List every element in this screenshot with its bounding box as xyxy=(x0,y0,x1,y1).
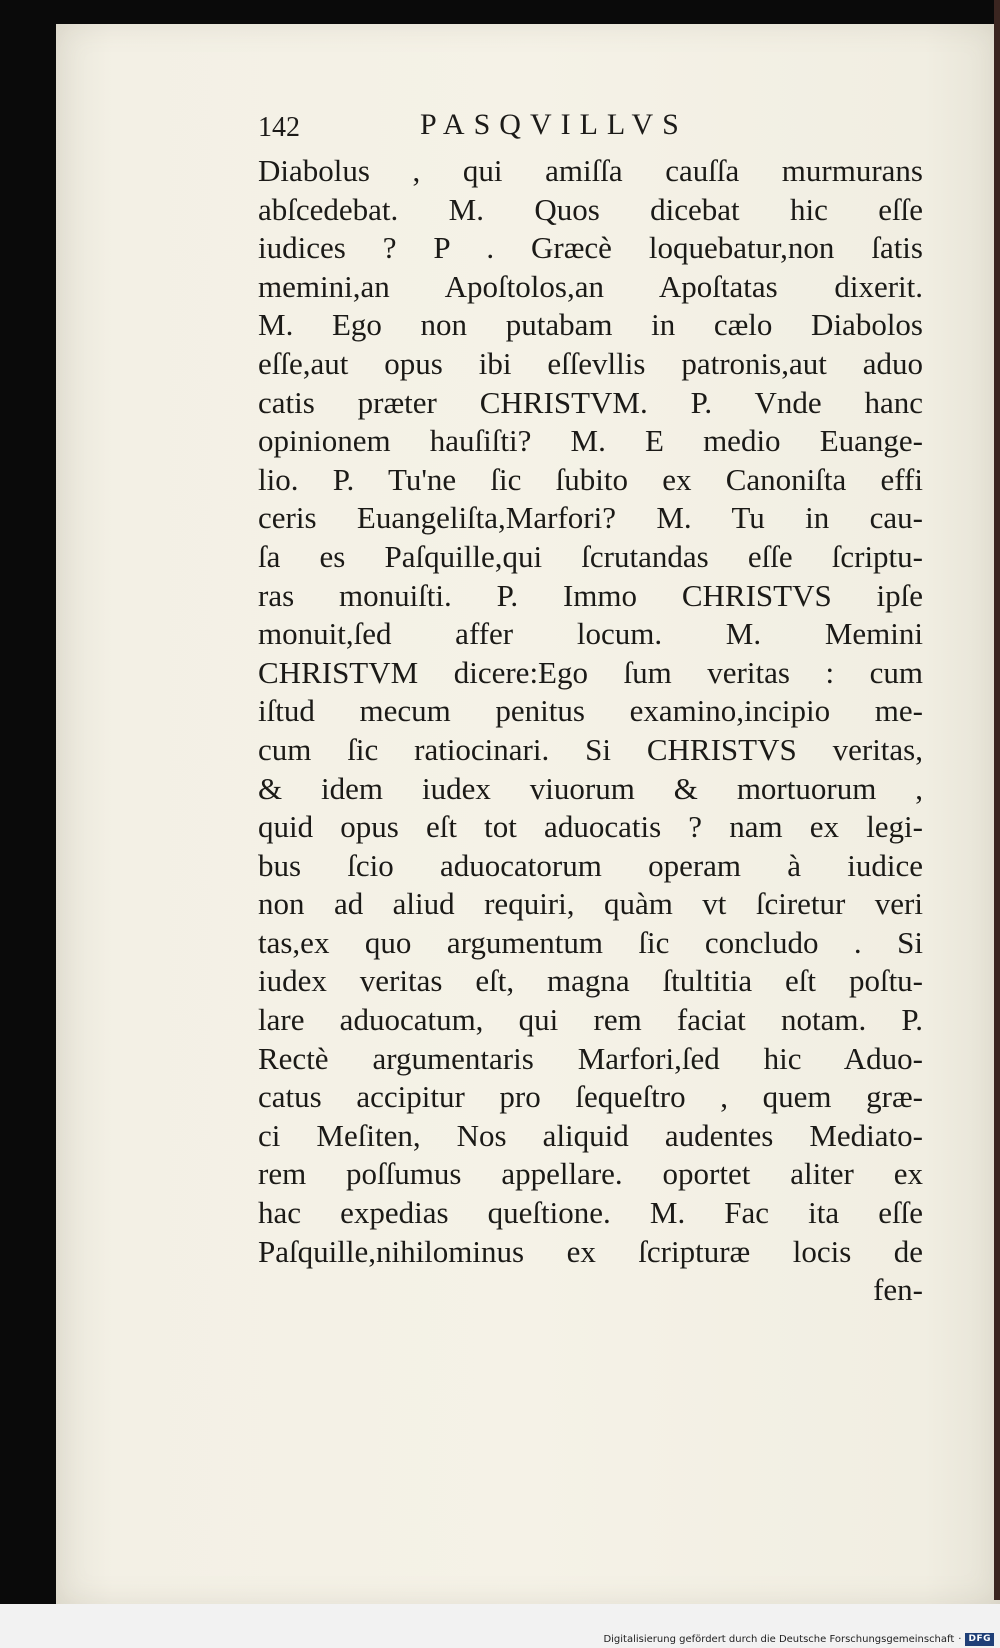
text-line: Rectè argumentaris Marfori,ſed hic Aduo- xyxy=(258,1040,923,1076)
text-line: cum ſic ratiocinari. Si CHRISTVS veritas, xyxy=(258,731,923,767)
text-line: catis præter CHRISTVM. P. Vnde hanc xyxy=(258,384,923,420)
text-line: Paſquille,nihilominus ex ſcripturæ locis de xyxy=(258,1233,923,1269)
dfg-logo: DFG xyxy=(965,1633,994,1646)
text-line: ci Meſiten, Nos aliquid audentes Mediato- xyxy=(258,1117,923,1153)
credit-text: Digitalisierung gefördert durch die Deutsche Forschungsgemeinschaft xyxy=(603,1634,955,1645)
text-line: ras monuiſti. P. Immo CHRISTVS ipſe xyxy=(258,577,923,613)
text-line: M. Ego non putabam in cælo Diabolos xyxy=(258,307,923,343)
text-line: rem poſſumus appellare. oportet aliter ex xyxy=(258,1156,923,1192)
footer-strip xyxy=(0,1604,1000,1648)
catchword: fen- xyxy=(873,1272,923,1308)
text-line: ceris Euangeliſta,Marfori? M. Tu in cau- xyxy=(258,500,923,536)
body-text xyxy=(258,152,923,1310)
text-line: opinionem hauſiſti? M. E medio Euange- xyxy=(258,423,923,459)
text-line: abſcedebat. M. Quos dicebat hic eſſe xyxy=(258,191,923,227)
running-title: PASQVILLVS xyxy=(420,108,688,141)
text-line: non ad aliud requiri, quàm vt ſciretur veri xyxy=(258,886,923,922)
text-line: iudex veritas eſt, magna ſtultitia eſt poſtu- xyxy=(258,963,923,999)
text-line: lare aduocatum, qui rem faciat notam. P. xyxy=(258,1002,923,1038)
text-line: & idem iudex viuorum & mortuorum , xyxy=(258,770,923,806)
text-line: lio. P. Tu'ne ſic ſubito ex Canoniſta effi xyxy=(258,461,923,497)
text-line: iſtud mecum penitus examino,incipio me- xyxy=(258,693,923,729)
text-line: Diabolus , qui amiſſa cauſſa murmurans xyxy=(258,153,923,188)
binding-edge xyxy=(994,0,1000,1600)
text-line: tas,ex quo argumentum ſic concludo . Si xyxy=(258,924,923,960)
page-number: 142 xyxy=(258,112,300,143)
text-line: hac expedias queſtione. M. Fac ita eſſe xyxy=(258,1195,923,1231)
text-line: bus ſcio aduocatorum operam à iudice xyxy=(258,847,923,883)
funding-credit xyxy=(603,1633,994,1646)
text-line: ſa es Paſquille,qui ſcrutandas eſſe ſcriptu- xyxy=(258,538,923,574)
text-line: catus accipitur pro ſequeſtro , quem græ- xyxy=(258,1079,923,1115)
text-line: monuit,ſed affer locum. M. Memini xyxy=(258,616,923,652)
credit-separator: · xyxy=(958,1634,962,1645)
text-line: quid opus eſt tot aduocatis ? nam ex legi- xyxy=(258,809,923,845)
text-line: CHRISTVM dicere:Ego ſum veritas : cum xyxy=(258,654,923,690)
text-line: iudices ? P . Græcè loquebatur,non ſatis xyxy=(258,230,923,266)
running-head xyxy=(258,108,778,148)
text-line: memini,an Apoſtolos,an Apoſtatas dixerit. xyxy=(258,268,923,304)
text-line: eſſe,aut opus ibi eſſevllis patronis,aut aduo xyxy=(258,345,923,381)
